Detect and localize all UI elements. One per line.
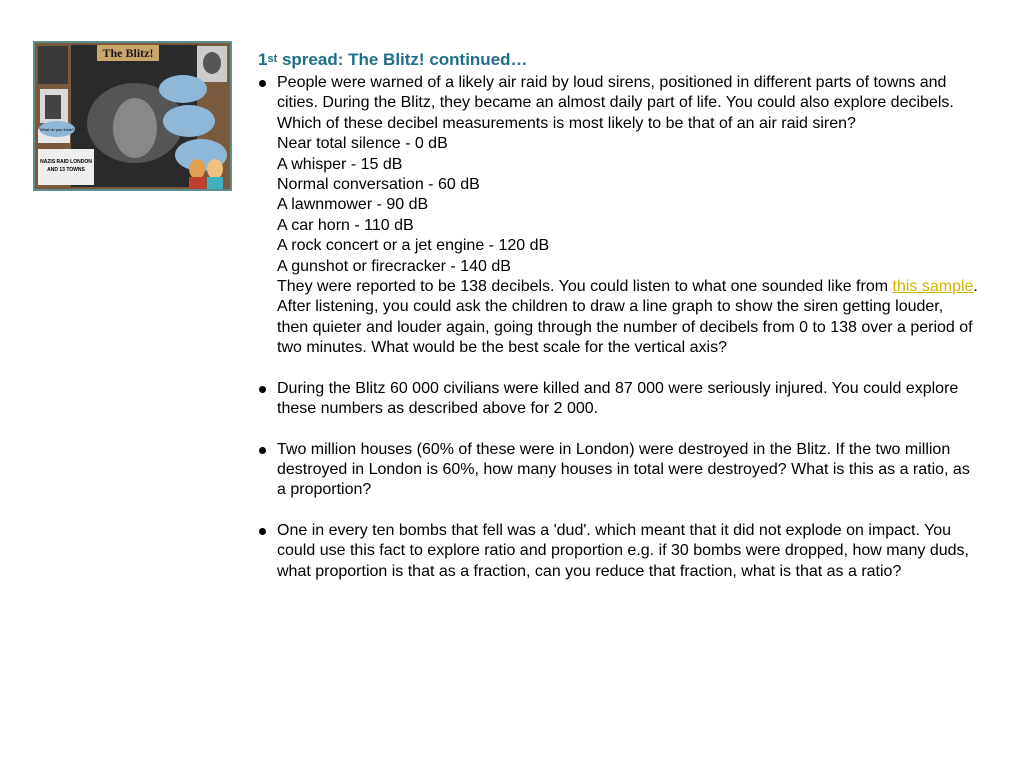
- duds-text: One in every ten bombs that fell was a 'dud'. which meant that it did not explode on impact. You could use this fact to explore ratio and proportion e.g. if 30 bombs were dropped, how many duds, what proportion is that as a fraction, can you reduce that fraction, what is that as a ratio?: [277, 521, 969, 580]
- decibel-item: A whisper - 15 dB: [277, 155, 403, 173]
- decibel-item: A lawnmower - 90 dB: [277, 196, 429, 214]
- thumbnail-title: The Blitz!: [102, 46, 154, 60]
- svg-text:NAZIS RAID LONDON: NAZIS RAID LONDON: [40, 159, 92, 165]
- title-text: spread: The Blitz! continued…: [277, 50, 528, 69]
- siren-outro-text-continued: . After listening, you could ask the children to draw a line graph to show the siren getting louder, then quieter and louder again, going through the number of decibels from 0 to 138 over a period of two minutes. What would be the best scale for the vertical axis?: [277, 278, 978, 357]
- decibel-item: A car horn - 110 dB: [277, 216, 414, 234]
- decibel-item: A rock concert or a jet engine - 120 dB: [277, 237, 550, 255]
- siren-intro-text: People were warned of a likely air raid by loud sirens, positioned in different parts of towns and cities. During the Blitz, they became an almost daily part of life. You could also explore decibels. Which of these decibel measurements is most likely to be that of an air raid siren?: [277, 74, 954, 132]
- houses-text: Two million houses (60% of these were in London) were destroyed in the Blitz. If the two million destroyed in London is 60%, how many houses in total were destroyed? What is this as a ratio, as a proportion?: [277, 440, 970, 499]
- bullet-houses: [258, 440, 978, 501]
- sample-link[interactable]: this sample: [892, 278, 974, 296]
- document-body: [258, 50, 978, 602]
- decibel-item: Normal conversation - 60 dB: [277, 176, 480, 194]
- siren-outro-text: They were reported to be 138 decibels. You could listen to what one sounded like from: [277, 278, 893, 296]
- casualties-text: During the Blitz 60 000 civilians were killed and 87 000 were seriously injured. You could explore these numbers as described above for 2 000.: [277, 379, 959, 418]
- title-prefix: 1: [258, 50, 268, 69]
- blitz-thumbnail-image: [33, 41, 232, 191]
- bullet-list: [258, 73, 978, 582]
- page-title: [258, 50, 978, 70]
- bullet-duds: [258, 521, 978, 582]
- thumbnail-question: What do you think?: [39, 127, 75, 132]
- bullet-casualties: [258, 379, 978, 420]
- svg-text:AND 13 TOWNS: AND 13 TOWNS: [47, 167, 85, 173]
- decibel-item: A gunshot or firecracker - 140 dB: [277, 257, 511, 275]
- bullet-sirens: [258, 73, 978, 359]
- title-superscript: st: [267, 53, 278, 65]
- decibel-item: Near total silence - 0 dB: [277, 135, 448, 153]
